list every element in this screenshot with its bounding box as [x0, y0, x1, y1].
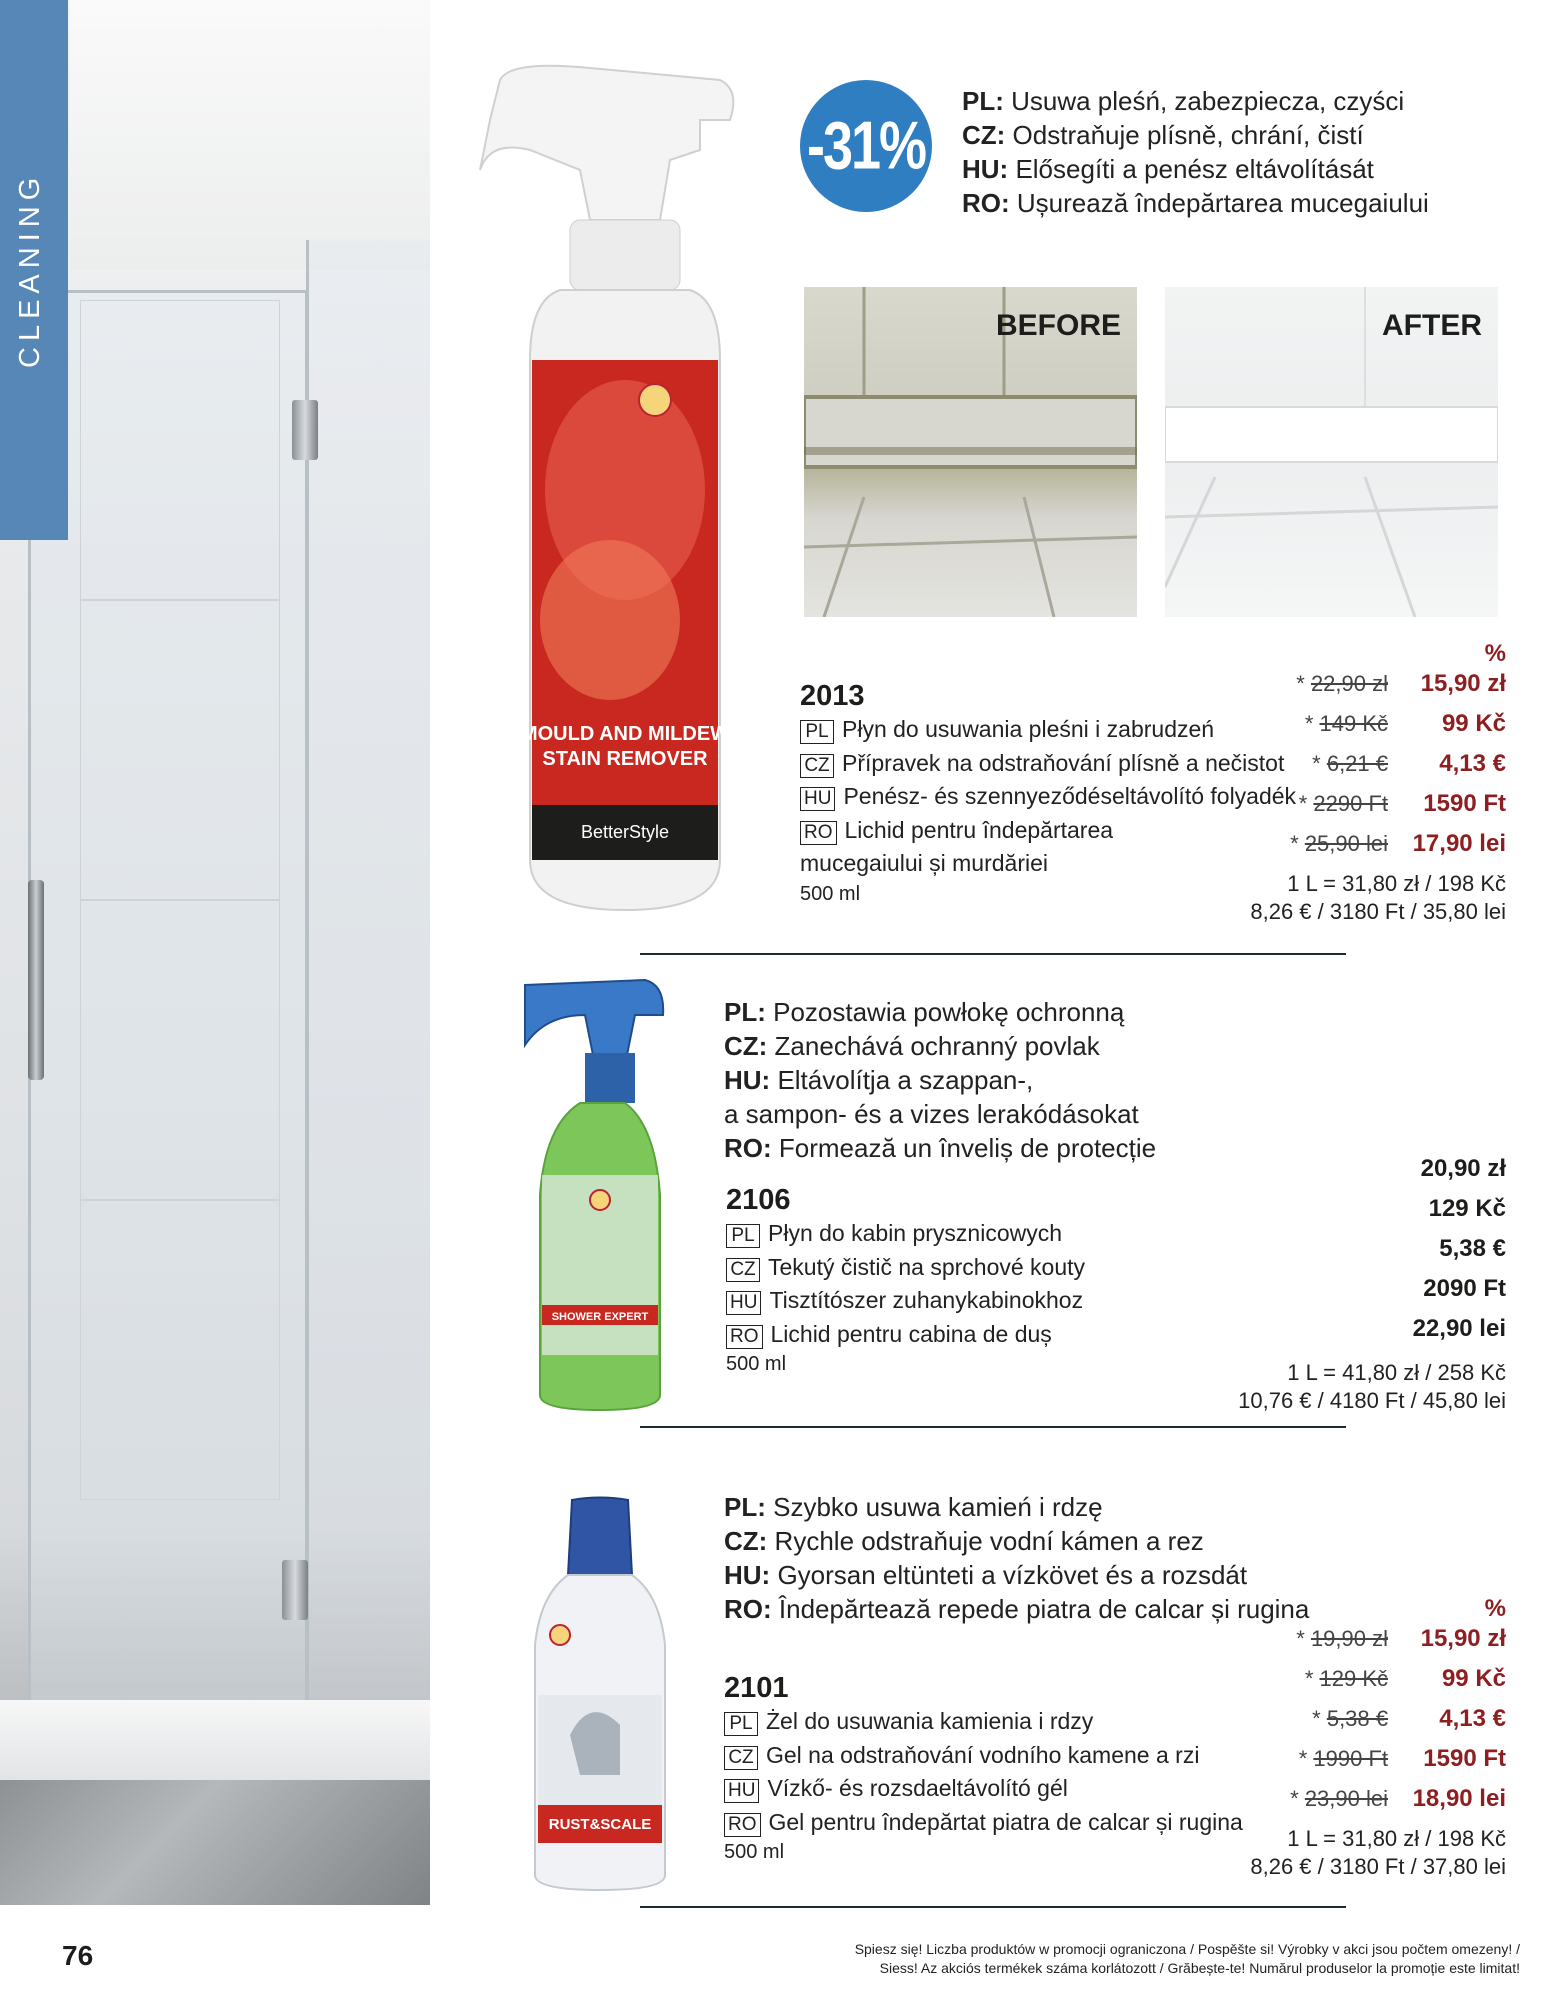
lang-tag: CZ [726, 1258, 760, 1282]
price: 129 Kč [1428, 1195, 1506, 1222]
price: 2090 Ft [1423, 1275, 1506, 1302]
product-name: Płyn do usuwania pleśni i zabrudzeń [842, 716, 1215, 742]
section-divider [640, 1906, 1346, 1908]
product-name: Gel na odstraňování vodního kamene a rzi [766, 1741, 1200, 1768]
product1-benefits [962, 84, 1429, 220]
benefit-line: PL: Pozostawia powłokę ochronną [724, 997, 1125, 1027]
before-photo [804, 287, 1137, 617]
old-price: * 2290 Ft [1298, 791, 1388, 816]
lang-tag: RO [800, 821, 837, 845]
price-row [1146, 1745, 1506, 1785]
discount-badge [800, 80, 932, 212]
product-code: 2013 [800, 680, 865, 712]
unit-price: 1 L = 31,80 zł / 198 Kč [1287, 871, 1506, 896]
new-price: 99 Kč [1441, 710, 1506, 737]
product-name-row [726, 1251, 1085, 1285]
benefit-line: a sampon- és a vizes lerakódásokat [724, 1099, 1139, 1129]
new-price: 4,13 € [1439, 750, 1506, 777]
price-row [1146, 670, 1506, 710]
benefit-line: HU: Elősegíti a penész eltávolítását [962, 154, 1374, 184]
product3-prices [1146, 1595, 1506, 1881]
product-name: Přípravek na odstraňování plísně a nečistot [842, 749, 1285, 776]
door-handle [28, 880, 44, 1080]
product-name: Tekutý čistič na sprchové kouty [768, 1253, 1086, 1280]
floor [0, 1780, 430, 1905]
price-row [1146, 1195, 1506, 1235]
new-price: 18,90 lei [1412, 1785, 1506, 1812]
section-tab-label: CLEANING [14, 171, 46, 369]
price-row [1146, 1155, 1506, 1195]
unit-price: 8,26 € / 3180 Ft / 35,80 lei [1250, 899, 1506, 924]
price-row [1146, 1665, 1506, 1705]
price-row [1146, 1785, 1506, 1825]
product-volume: 500 ml [724, 1841, 785, 1863]
lang-tag: CZ [800, 754, 834, 778]
price: 5,38 € [1439, 1235, 1506, 1262]
product1-prices [1146, 640, 1506, 926]
product2-benefits [724, 995, 1156, 1165]
bottle-neck [570, 220, 680, 290]
after-label: AFTER [1382, 309, 1482, 342]
price-row [1146, 790, 1506, 830]
unit-price: 1 L = 41,80 zł / 258 Kč [1287, 1360, 1506, 1385]
product-name: Tisztítószer zuhanykabinokhoz [769, 1287, 1084, 1313]
lang-tag: PL [726, 1224, 760, 1248]
product-volume: 500 ml [726, 1353, 787, 1375]
benefit-line: HU: Gyorsan eltünteti a vízkövet és a rozsdát [724, 1560, 1248, 1590]
product-name: Vízkő- és rozsdaeltávolító gél [767, 1775, 1068, 1801]
section-divider [640, 1426, 1346, 1428]
price-row [1146, 710, 1506, 750]
section-divider [640, 953, 1346, 955]
lang-tag: PL [724, 1712, 758, 1736]
benefit-line: PL: Szybko usuwa kamień i rdzę [724, 1492, 1103, 1522]
footer-note-line: Spiesz się! Liczba produktów w promocji ograniczona / Pospěšte si! Výrobky v akci jsou počtem omezeny! / [854, 1941, 1520, 1957]
product2-info [726, 1184, 1085, 1377]
lang-tag: CZ [724, 1746, 758, 1770]
footer-note [840, 1940, 1520, 1978]
lang-tag: HU [724, 1779, 759, 1803]
benefit-line: CZ: Odstraňuje plísně, chrání, čistí [962, 120, 1364, 150]
percent-sign: % [1484, 1595, 1506, 1622]
unit-price: 10,76 € / 4180 Ft / 45,80 lei [1238, 1388, 1506, 1413]
product-name-row [726, 1284, 1085, 1318]
old-price: * 22,90 zł [1296, 671, 1388, 696]
new-price: 17,90 lei [1412, 830, 1506, 857]
product-volume: 500 ml [800, 882, 861, 905]
page-number: 76 [62, 1940, 94, 1971]
bottle-label-text: MOULD AND MILDEW [520, 723, 730, 745]
new-price: 1590 Ft [1423, 790, 1506, 817]
section-tab [0, 0, 68, 540]
product-name: Lichid pentru cabina de duș [770, 1320, 1052, 1347]
benefit-line: PL: Usuwa pleśń, zabezpiecza, czyści [962, 86, 1405, 116]
bottle-label-text: STAIN REMOVER [542, 748, 708, 770]
new-price: 4,13 € [1439, 1705, 1506, 1732]
benefit-line: CZ: Rychle odstraňuje vodní kámen a rez [724, 1526, 1204, 1556]
product-name: Płyn do kabin prysznicowych [768, 1220, 1063, 1246]
benefit-line: CZ: Zanechává ochranný povlak [724, 1031, 1100, 1061]
old-price: * 23,90 lei [1290, 1786, 1388, 1811]
product-name: Penész- és szennyeződéseltávolító folyadék [843, 783, 1297, 809]
old-price: * 149 Kč [1304, 711, 1388, 736]
after-photo [1165, 287, 1498, 617]
lang-tag: HU [726, 1291, 761, 1315]
product-code: 2106 [726, 1184, 791, 1216]
bottle-cap [585, 1053, 635, 1103]
product-name-row [726, 1318, 1085, 1352]
old-price: * 5,38 € [1312, 1706, 1388, 1731]
mould-remover-bottle-image [470, 60, 770, 920]
trigger-head [525, 980, 663, 1055]
old-price: * 1990 Ft [1298, 1746, 1388, 1771]
old-price: * 19,90 zł [1296, 1626, 1388, 1651]
brand-logo [639, 384, 671, 416]
ceiling [70, 0, 430, 270]
shower-tray [0, 1700, 430, 1780]
price-row [1146, 1275, 1506, 1315]
old-price: * 129 Kč [1304, 1666, 1388, 1691]
product-name: Gel pentru îndepărtat piatra de calcar și rugina [768, 1808, 1243, 1835]
footer-note-line: Siess! Az akciós termékek száma korlátozott / Grăbește-te! Numărul produselor la promoție este limitat! [879, 1960, 1520, 1976]
label-graphic [540, 540, 680, 700]
old-price: * 6,21 € [1312, 751, 1388, 776]
benefit-line: RO: Ușurează îndepărtarea mucegaiului [962, 188, 1429, 218]
bottle-brand-text: BetterStyle [580, 822, 670, 842]
trigger-head [480, 66, 733, 220]
lang-tag: HU [800, 787, 835, 811]
lang-tag: PL [800, 720, 834, 744]
price-row [1146, 750, 1506, 790]
price-row [1146, 830, 1506, 870]
bottle-label-text: SHOWER EXPERT [551, 1311, 649, 1323]
door-hinge [282, 1560, 308, 1620]
brand-logo [550, 1625, 570, 1645]
door-hinge [292, 400, 318, 460]
glass-panel [306, 240, 430, 1800]
product-name-row [726, 1217, 1085, 1251]
old-price: * 25,90 lei [1290, 831, 1388, 856]
new-price: 1590 Ft [1423, 1745, 1506, 1772]
price-row [1146, 1235, 1506, 1275]
brand-logo [590, 1190, 610, 1210]
new-price: 15,90 zł [1420, 670, 1506, 697]
glass-door [28, 290, 308, 1770]
discount-badge-text: -31% [806, 108, 926, 184]
product-name-continuation: mucegaiului și murdăriei [800, 850, 1048, 876]
rust-scale-bottle-image [520, 1495, 680, 1895]
benefit-line: HU: Eltávolítja a szappan-, [724, 1065, 1034, 1095]
bottle-label-text: RUST&SCALE [548, 1816, 652, 1833]
before-label: BEFORE [995, 309, 1121, 342]
price-row [1146, 1625, 1506, 1665]
benefit-line: RO: Îndepărtează repede piatra de calcar și rugina [724, 1594, 1310, 1624]
product-code: 2101 [724, 1672, 789, 1704]
price-row [1146, 1705, 1506, 1745]
price-row [1146, 1315, 1506, 1355]
bottle-cap [568, 1498, 632, 1576]
shower-cleaner-bottle-image [515, 975, 685, 1415]
new-price: 15,90 zł [1420, 1625, 1506, 1652]
unit-price: 1 L = 31,80 zł / 198 Kč [1287, 1826, 1506, 1851]
price: 20,90 zł [1420, 1155, 1506, 1182]
price: 22,90 lei [1412, 1315, 1506, 1342]
product-name: Lichid pentru îndepărtarea [844, 816, 1114, 843]
benefit-line: RO: Formează un înveliș de protecție [724, 1133, 1157, 1163]
lang-tag: RO [726, 1325, 763, 1349]
percent-sign: % [1484, 640, 1506, 667]
product-name: Żel do usuwania kamienia i rdzy [766, 1708, 1094, 1734]
new-price: 99 Kč [1441, 1665, 1506, 1692]
product2-prices [1146, 1155, 1506, 1415]
unit-price: 8,26 € / 3180 Ft / 37,80 lei [1250, 1854, 1506, 1879]
lang-tag: RO [724, 1813, 761, 1837]
